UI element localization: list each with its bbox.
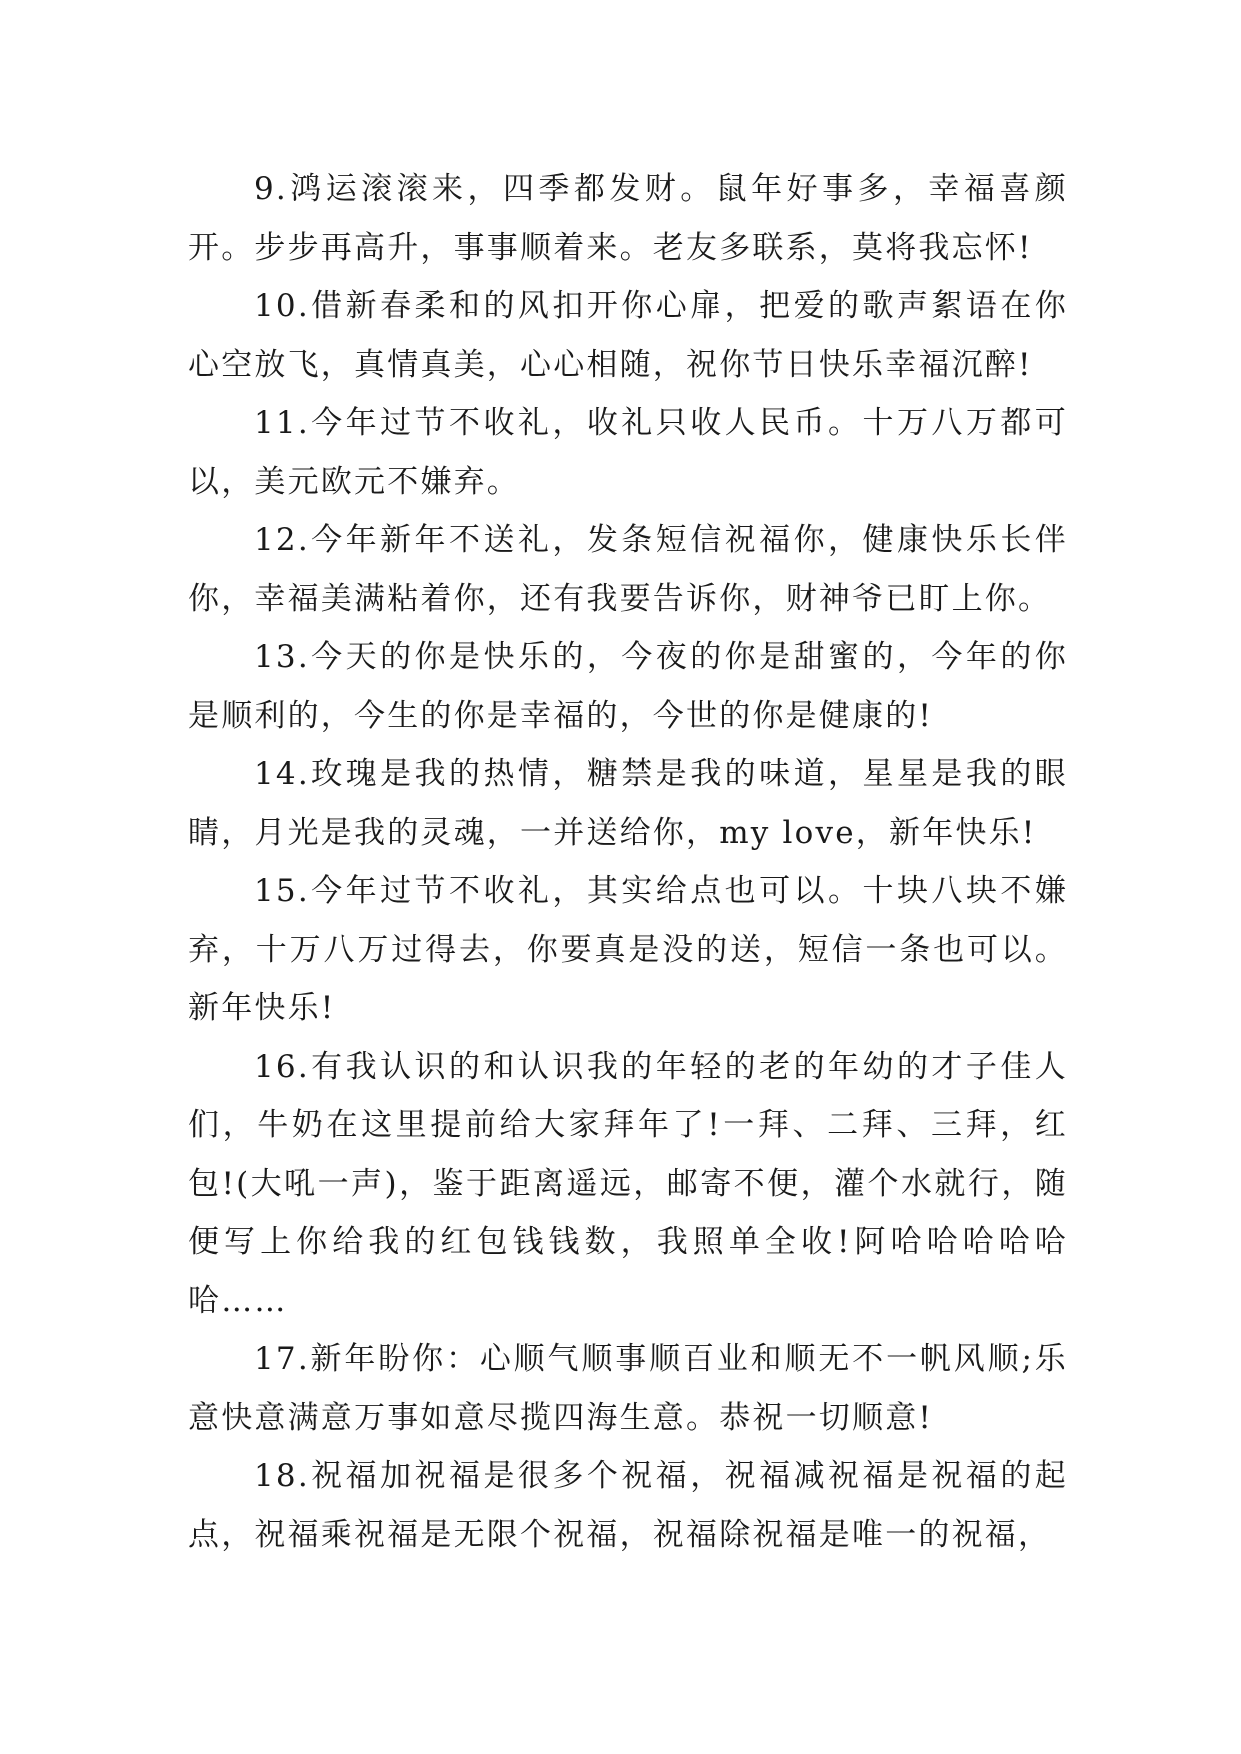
- paragraph-15: 15.今年过节不收礼，其实给点也可以。十块八块不嫌弃，十万八万过得去，你要真是没的送，短信一条也可以。新年快乐!: [188, 873, 1068, 1026]
- paragraph-17: 17.新年盼你：心顺气顺事顺百业和顺无不一帆风顺;乐意快意满意万事如意尽揽四海生意。恭祝一切顺意!: [188, 1341, 1068, 1436]
- paragraph-13: 13.今天的你是快乐的，今夜的你是甜蜜的，今年的你是顺利的，今生的你是幸福的，今世的你是健康的!: [188, 639, 1068, 734]
- paragraph-14: 14.玫瑰是我的热情，糖禁是我的味道，星星是我的眼睛，月光是我的灵魂，一并送给你，my love，新年快乐!: [188, 756, 1068, 851]
- paragraph-18: 18.祝福加祝福是很多个祝福，祝福减祝福是祝福的起点，祝福乘祝福是无限个祝福，祝福除祝福是唯一的祝福，: [188, 1458, 1068, 1553]
- document-body: [188, 160, 1068, 1564]
- paragraph-16: 16.有我认识的和认识我的年轻的老的年幼的才子佳人们，牛奶在这里提前给大家拜年了!一拜、二拜、三拜，红包!(大吼一声)，鉴于距离遥远，邮寄不便，灌个水就行，随便写上你给我的红包钱钱数，我照单全收!阿哈哈哈哈哈哈……: [188, 1048, 1068, 1319]
- paragraph-10: 10.借新春柔和的风扣开你心扉，把爱的歌声絮语在你心空放飞，真情真美，心心相随，祝你节日快乐幸福沉醉!: [188, 288, 1068, 383]
- paragraph-12: 12.今年新年不送礼，发条短信祝福你，健康快乐长伴你，幸福美满粘着你，还有我要告诉你，财神爷已盯上你。: [188, 522, 1068, 617]
- paragraph-11: 11.今年过节不收礼，收礼只收人民币。十万八万都可以，美元欧元不嫌弃。: [188, 405, 1068, 500]
- paragraph-9: 9.鸿运滚滚来，四季都发财。鼠年好事多，幸福喜颜开。步步再高升，事事顺着来。老友多联系，莫将我忘怀!: [188, 171, 1068, 266]
